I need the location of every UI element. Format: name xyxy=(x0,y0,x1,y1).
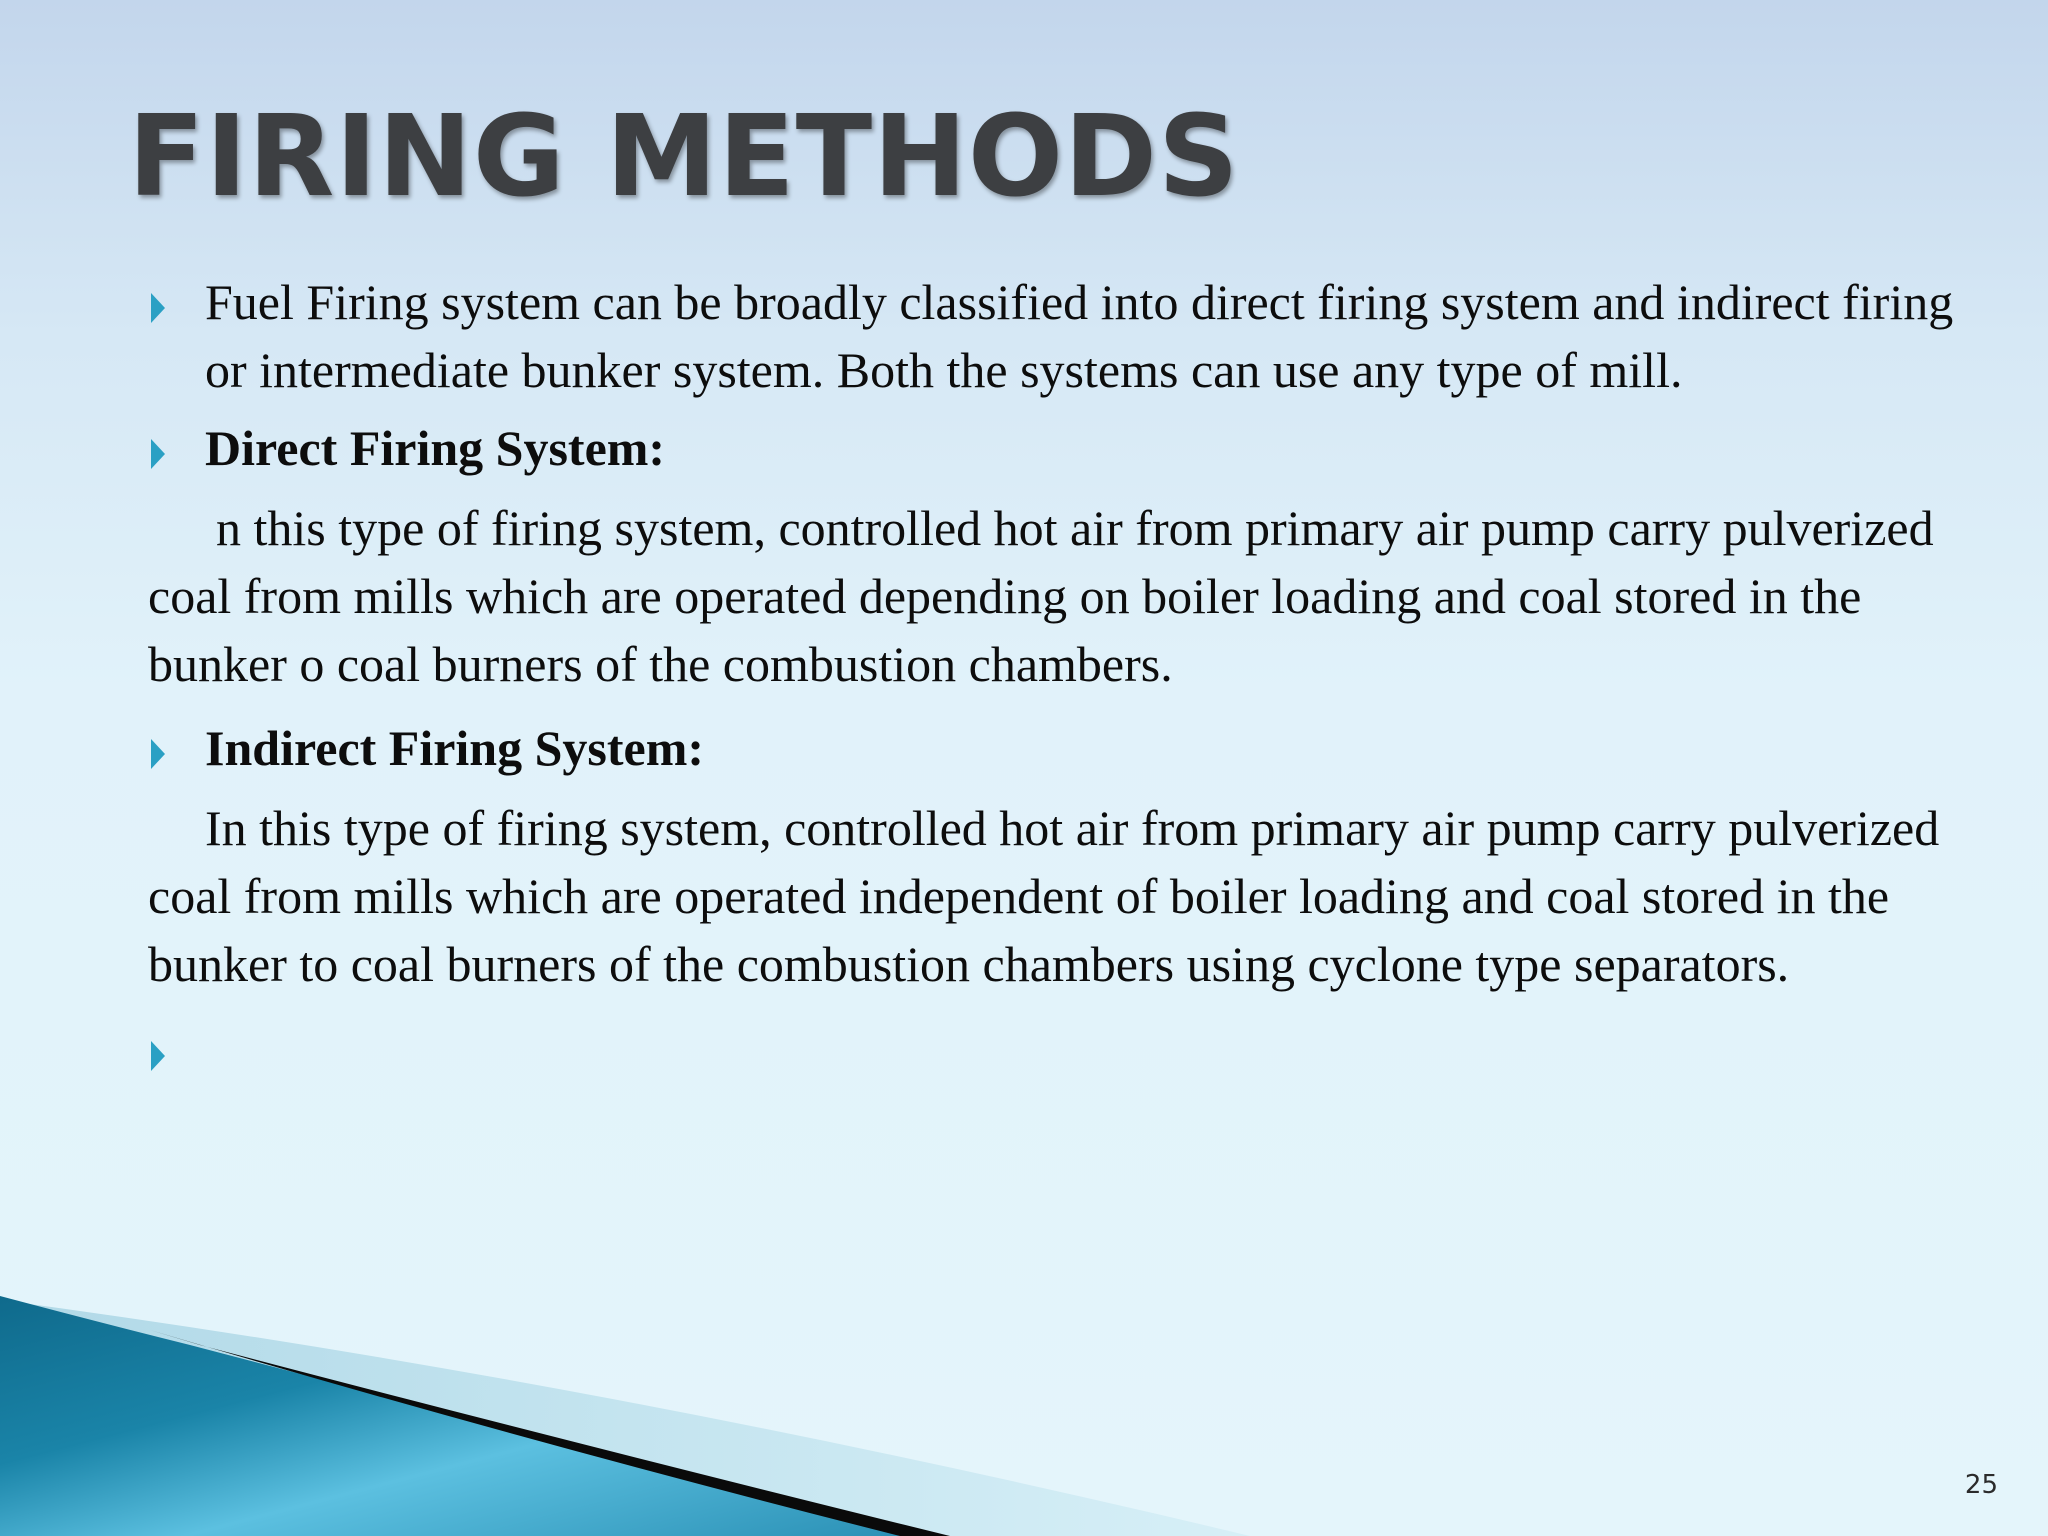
triangle-bullet-icon xyxy=(151,1041,165,1071)
triangle-bullet-icon xyxy=(151,293,165,323)
bullet-item-intro xyxy=(148,268,1968,404)
bullet-item-empty xyxy=(148,1016,1968,1084)
slide-title: FIRING METHODS xyxy=(128,92,1240,222)
section-heading-direct-firing: Direct Firing System: xyxy=(205,420,666,476)
bullet-text: Fuel Firing system can be broadly classified into direct firing system and indirect firing or intermediate bunker system. Both the systems can use any type of mill. xyxy=(205,274,1954,398)
slide-body xyxy=(148,268,1968,1084)
triangle-bullet-icon xyxy=(151,739,165,769)
paragraph-indirect-firing: In this type of firing system, controlled hot air from primary air pump carry pulverized coal from mills which are operated independent of boiler loading and coal stored in the bunker to coal burners of the combustion chambers using cyclone type separators. xyxy=(148,800,1940,992)
triangle-bullet-icon xyxy=(151,439,165,469)
bullet-item-indirect-heading xyxy=(148,714,1968,782)
paragraph-direct-firing: n this type of firing system, controlled hot air from primary air pump carry pulverized coal from mills which are operated depending on boiler loading and coal stored in the bunker o coal burners of the combustion chambers. xyxy=(148,500,1934,692)
section-heading-indirect-firing: Indirect Firing System: xyxy=(205,720,705,776)
page-number: 25 xyxy=(1964,1470,1998,1500)
bullet-item-direct-heading xyxy=(148,414,1968,482)
